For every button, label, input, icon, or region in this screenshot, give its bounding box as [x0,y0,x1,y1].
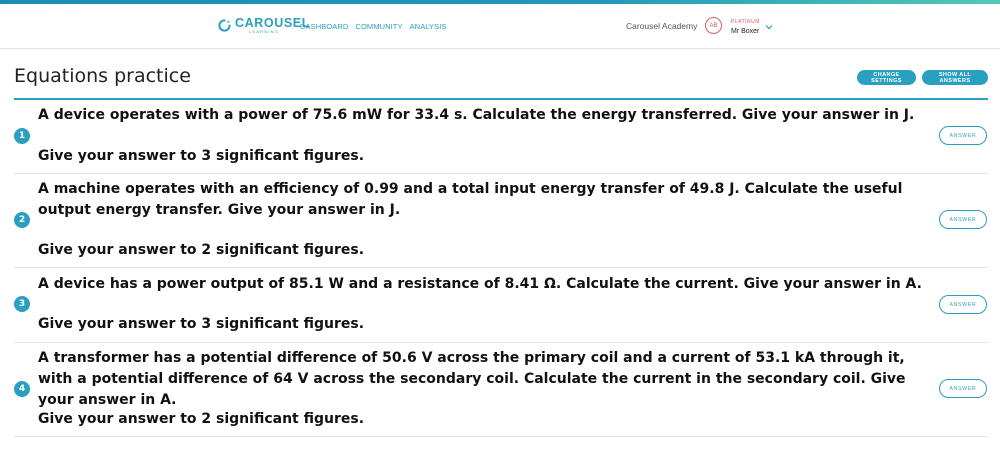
nav-community[interactable]: COMMUNITY [355,22,403,31]
question-divider [14,436,988,437]
answer-button[interactable]: ANSWER [939,295,987,314]
answer-button[interactable]: ANSWER [939,126,987,145]
significant-figures-instruction: Give your answer to 3 significant figures. [38,148,365,164]
answer-button[interactable]: ANSWER [939,379,987,398]
user-tier-badge: PLATINUM [731,19,760,25]
question-number: 3 [14,296,30,312]
change-settings-button[interactable]: CHANGE SETTINGS [857,70,916,85]
chevron-down-icon[interactable] [765,24,773,30]
question-divider [14,173,988,174]
question-number: 1 [14,128,30,144]
user-name[interactable]: Mr Boxer [731,28,760,35]
title-divider [14,98,988,100]
nav-dashboard[interactable]: DASHBOARD [300,22,349,31]
page-title: Equations practice [14,65,191,87]
question-text: A device operates with a power of 75.6 mW for 33.4 s. Calculate the energy transferred. Give your answer in J. [38,107,915,123]
significant-figures-instruction: Give your answer to 2 significant figures. [38,242,365,258]
question-text: A transformer has a potential difference of 50.6 V across the primary coil and a current of 53.1 kA through it, with a potential difference of 64 V across the secondary coil. Calculate the current in the secondary coil. Give your answer in A. [38,350,906,408]
significant-figures-instruction: Give your answer to 3 significant figures. [38,316,365,332]
brand-name: CAROUSEL [235,16,310,30]
carousel-logo-icon [218,19,231,32]
brand-subtitle: LEARNING [249,29,280,34]
avatar[interactable]: AB [705,17,722,34]
question-text: A device has a power output of 85.1 W and a resistance of 8.41 Ω. Calculate the current. Give your answer in A. [38,276,922,292]
main-nav [300,22,447,31]
question-divider [14,342,988,343]
question-divider [14,267,988,268]
question-number: 2 [14,212,30,228]
navbar [0,4,1000,49]
question-number: 4 [14,381,30,397]
answer-button[interactable]: ANSWER [939,210,987,229]
show-all-answers-button[interactable]: SHOW ALL ANSWERS [922,70,988,85]
question-text: A machine operates with an efficiency of 0.99 and a total input energy transfer of 49.8 J. Calculate the useful output energy transfer. Give your answer in J. [38,181,903,218]
significant-figures-instruction: Give your answer to 2 significant figures. [38,411,365,427]
brand-logo[interactable] [218,17,310,34]
organisation-name: Carousel Academy [626,21,698,31]
nav-analysis[interactable]: ANALYSIS [409,22,447,31]
